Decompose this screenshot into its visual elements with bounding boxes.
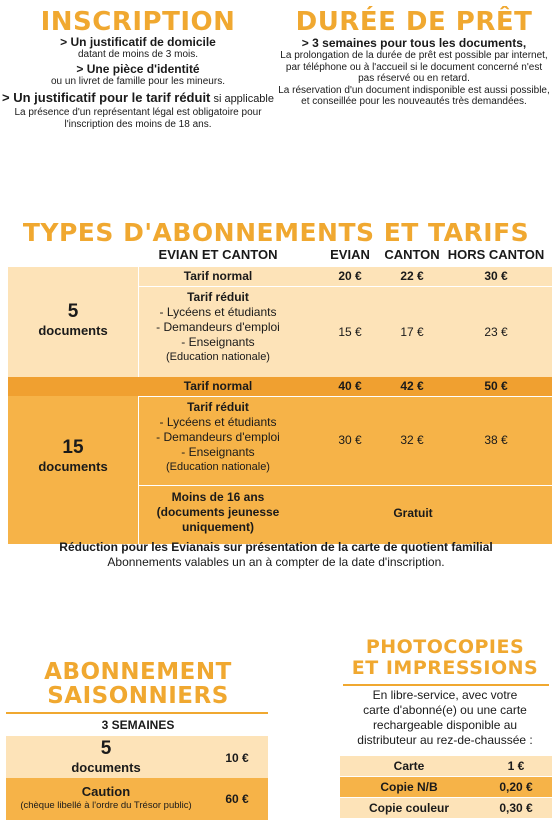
block15-jeune-label [138, 490, 298, 535]
photocopies-row [340, 798, 552, 818]
photocopies-text-line1: En libre-service, avec votre [372, 688, 518, 702]
block5-reduit-line2: - Demandeurs d'emploi [156, 320, 280, 334]
duree-line1: > 3 semaines pour tous les documents, [301, 36, 527, 50]
inscription-line5-bold: > Un justificatif pour le tarif réduit [2, 90, 211, 105]
saisonniers-row2-sub: (chèque libellé à l'ordre du Trésor public) [20, 800, 192, 811]
saisonniers-row1-label [6, 738, 206, 776]
duree-title: DURÉE DE PRÊT [295, 7, 533, 37]
saisonniers-table [6, 736, 268, 820]
block15-normal-evian: 40 € [338, 379, 362, 393]
photocopies-row [340, 756, 552, 776]
duree-section [276, 8, 552, 108]
block5-reduit-label [138, 290, 298, 365]
inscription-title: INSCRIPTION [40, 7, 236, 37]
block5-reduit-line1: - Lycéens et étudiants [159, 305, 277, 319]
photocopies-row-label: Copie couleur [368, 801, 449, 815]
block-15-documents [8, 377, 552, 544]
duree-line2: La prolongation de la durée de prêt est possible par internet, [280, 50, 548, 61]
block15-unit: documents [38, 459, 108, 474]
block5-reduit-hors: 23 € [484, 325, 508, 339]
photocopies-row-value: 0,20 € [499, 780, 533, 794]
duree-line4: pas réservé ou en retard. [358, 73, 470, 84]
block15-jeune-value: Gratuit [393, 506, 433, 520]
divider [343, 684, 549, 686]
block15-reduit-line4: (Education nationale) [166, 461, 270, 473]
block15-reduit-line2: - Demandeurs d'emploi [156, 430, 280, 444]
photocopies-row-value: 0,30 € [499, 801, 533, 815]
block15-normal-hors: 50 € [484, 379, 508, 393]
tarifs-title: TYPES D'ABONNEMENTS ET TARIFS [22, 218, 530, 247]
block15-reduit-row [8, 397, 552, 485]
inscription-line2: datant de moins de 3 mois. [77, 49, 199, 60]
header-evian: EVIAN [330, 247, 370, 262]
saisonniers-row1-unit: documents [71, 760, 141, 775]
photocopies-title [338, 637, 552, 679]
inscription-line6: La présence d'un représentant légal est obligatoire pour [14, 107, 262, 118]
block-5-documents [8, 267, 552, 377]
block5-normal-hors: 30 € [484, 269, 508, 283]
block15-num: 15 [62, 437, 84, 458]
inscription-line4: ou un livret de famille pour les mineurs. [51, 76, 225, 87]
inscription-line5 [0, 90, 276, 107]
block5-normal-row [8, 267, 552, 286]
block5-normal-canton: 22 € [400, 269, 424, 283]
saisonniers-row2 [6, 778, 268, 820]
block5-normal-label: Tarif normal [183, 269, 253, 283]
photocopies-text [338, 688, 552, 748]
block15-reduit-hors: 38 € [484, 433, 508, 447]
block15-reduit-evian: 30 € [338, 433, 362, 447]
block15-jeune-row [8, 486, 552, 544]
block15-reduit-label [138, 400, 298, 475]
duree-line6: et conseillée pour les nouveautés très demandées. [301, 96, 527, 107]
saisonniers-row2-value: 60 € [225, 792, 249, 806]
divider [6, 712, 268, 714]
inscription-line3: > Une pièce d'identité [76, 62, 200, 76]
saisonniers-row1-num: 5 [100, 738, 112, 759]
saisonniers-row1-value: 10 € [225, 751, 249, 765]
photocopies-title-line2: ET IMPRESSIONS [351, 657, 539, 679]
header-hors-canton: HORS CANTON [447, 247, 545, 262]
saisonniers-row2-label [6, 784, 206, 812]
duree-line3: par téléphone ou à l'accueil si le document concerné n'est [285, 61, 543, 73]
block15-jeune-line2: (documents jeunesse [156, 505, 280, 519]
block15-normal-canton: 42 € [400, 379, 424, 393]
header-canton: CANTON [384, 247, 440, 262]
block5-reduit-canton: 17 € [400, 325, 424, 339]
block5-unit: documents [38, 323, 108, 338]
saisonniers-title-line2: SAISONNIERS [47, 683, 229, 709]
block5-reduit-line4: (Education nationale) [166, 351, 270, 363]
block15-normal-label: Tarif normal [183, 379, 253, 393]
tarifs-note1: Réduction pour les Evianais sur présentation de la carte de quotient familial [59, 540, 493, 554]
block15-reduit-line3: - Enseignants [181, 445, 255, 459]
saisonniers-subtitle: 3 SEMAINES [101, 718, 175, 732]
block15-jeune-line1: Moins de 16 ans [171, 490, 265, 504]
block15-reduit-title: Tarif réduit [187, 400, 249, 414]
photocopies-row [340, 777, 552, 797]
inscription-line1: > Un justificatif de domicile [60, 35, 216, 49]
block15-reduit-line1: - Lycéens et étudiants [159, 415, 277, 429]
saisonniers-row2-title: Caution [81, 784, 131, 799]
saisonniers-title [0, 660, 276, 708]
inscription-section [0, 8, 276, 131]
saisonniers-title-line1: ABONNEMENT [44, 659, 232, 685]
block15-reduit-canton: 32 € [400, 433, 424, 447]
block15-normal-row [8, 377, 552, 396]
photocopies-title-line1: PHOTOCOPIES [365, 636, 525, 658]
inscription-line7: l'inscription des moins de 18 ans. [64, 119, 212, 130]
header-evian-canton: EVIAN ET CANTON [158, 247, 278, 262]
photocopies-row-label: Carte [393, 759, 425, 773]
photocopies-text-line2: carte d'abonné(e) ou une carte [363, 703, 527, 717]
block5-reduit-title: Tarif réduit [187, 290, 249, 304]
block5-reduit-line3: - Enseignants [181, 335, 255, 349]
block5-reduit-row [8, 287, 552, 377]
block15-jeune-line3: uniquement) [182, 520, 254, 534]
tarifs-note2: Abonnements valables un an à compter de la date d'inscription. [107, 555, 445, 569]
inscription-line5-rest: si applicable [210, 93, 274, 105]
photocopies-text-line4: distributeur au rez-de-chaussée : [357, 733, 533, 747]
photocopies-text-line3: rechargeable disponible au [372, 718, 518, 732]
block5-reduit-evian: 15 € [338, 325, 362, 339]
block5-num: 5 [67, 301, 79, 322]
tarifs-notes [0, 540, 552, 570]
duree-line5: La réservation d'un document indisponible est aussi possible, [278, 84, 550, 96]
block5-normal-evian: 20 € [338, 269, 362, 283]
photocopies-row-value: 1 € [507, 759, 525, 773]
photocopies-row-label: Copie N/B [380, 780, 438, 794]
